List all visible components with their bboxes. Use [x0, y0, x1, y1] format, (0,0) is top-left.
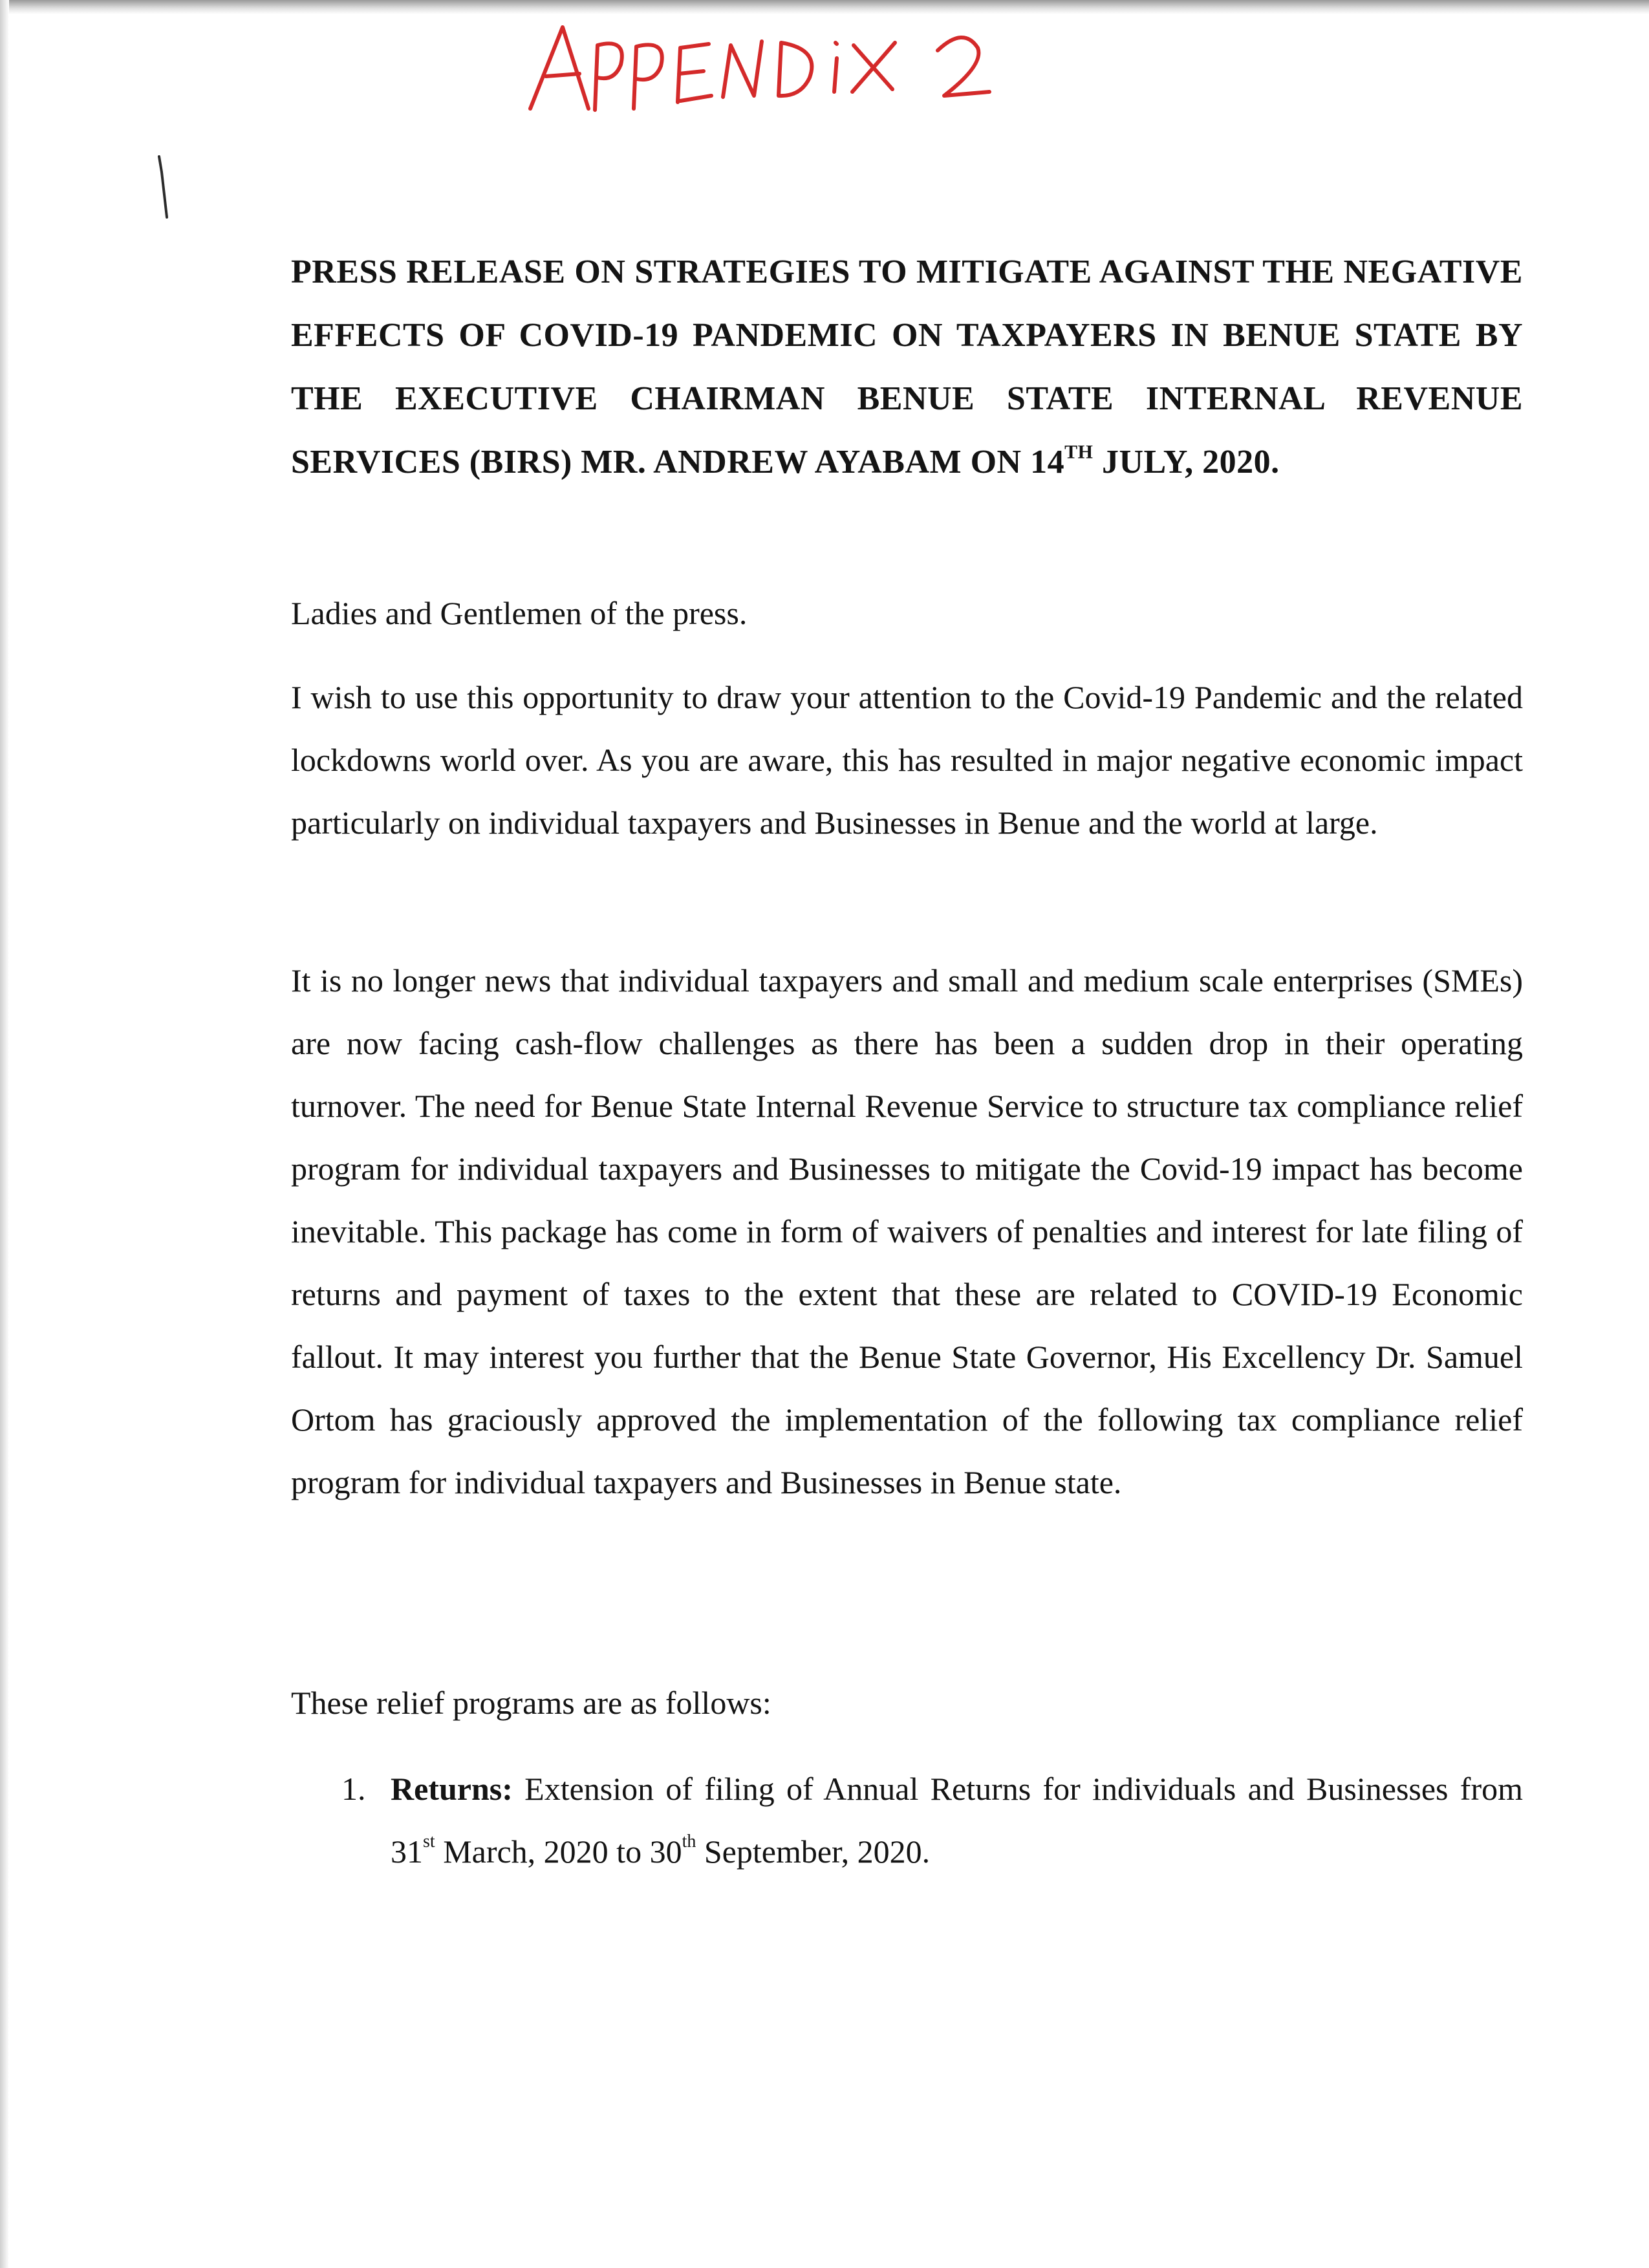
relief-item-returns: 1. Returns: Extension of filing of Annual Returns for individuals and Businesses from 31st March, 2020 to 30th September, 2020. [291, 1758, 1523, 1883]
body-paragraph: It is no longer news that individual taxpayers and small and medium scale enterprises (SMEs) are now facing cash-flow challenges as there has been a sudden drop in their operating turnover. The need for Benue State Internal Revenue Service to structure tax compliance relief program for individual taxpayers and Businesses to mitigate the Covid-19 impact has become inevitable. This package has come in form of waivers of penalties and interest for late filing of returns and payment of taxes to the extent that these are related to COVID-19 Economic fallout. It may interest you further that the Benue State Governor, His Excellency Dr. Samuel Ortom has graciously approved the implementation of the following tax compliance relief program for individual taxpayers and Businesses in Benue state. [291, 962, 1523, 1500]
list-item-number: 1. [341, 1771, 366, 1807]
date-superscript: TH [1064, 441, 1094, 463]
greeting-paragraph: Ladies and Gentlemen of the press. [291, 595, 748, 631]
list-item-label: Returns: [391, 1771, 513, 1807]
relief-program-list [291, 1758, 1523, 1883]
scan-left-edge [0, 0, 9, 2268]
margin-pen-mark [153, 153, 178, 224]
relief-lead-in: These relief programs are as follows: [291, 1685, 771, 1721]
press-release-title: PRESS RELEASE ON STRATEGIES TO MITIGATE AGAINST THE NEGATIVE EFFECTS OF COVID-19 PANDEMIC ON TAXPAYERS IN BENUE STATE BY THE EXECUTIVE CHAIRMAN BENUE STATE INTERNAL REVENUE SERVICES (BIRS) MR. ANDREW AYABAM ON 14TH JULY, 2020. [291, 254, 1523, 481]
scan-top-edge [0, 0, 1649, 14]
intro-paragraph: I wish to use this opportunity to draw your attention to the Covid-19 Pandemic and the related lockdowns world over. As you are aware, this has resulted in major negative economic impact particularly on individual taxpayers and Businesses in Benue and the world at large. [291, 679, 1523, 841]
handwritten-appendix-annotation [517, 19, 1022, 116]
